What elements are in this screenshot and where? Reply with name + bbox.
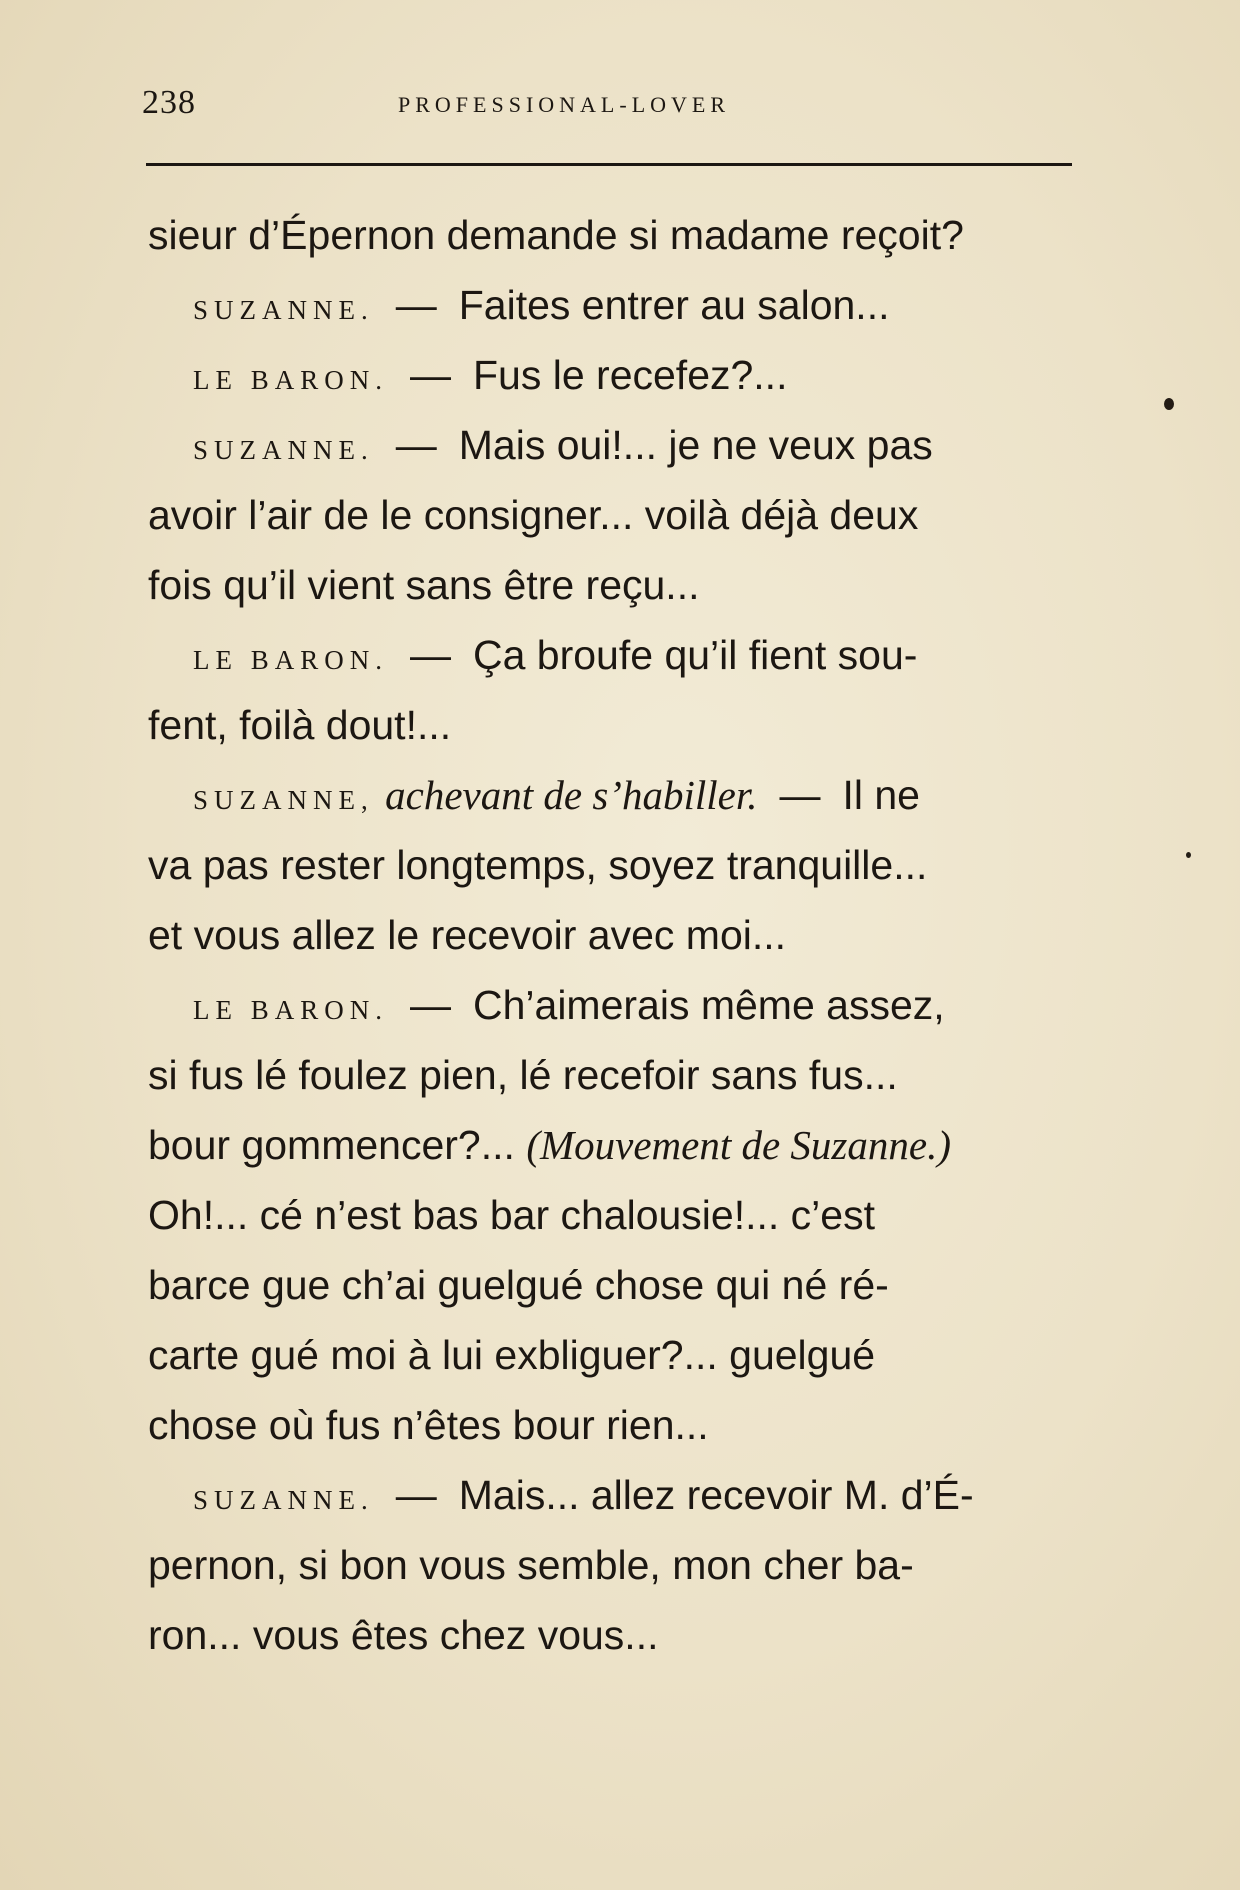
stage-direction: achevant de s’habiller. — [385, 772, 758, 818]
line-text: avoir l’air de le consigner... voilà déjà deux — [148, 492, 919, 538]
text-line — [148, 690, 1078, 760]
text-line — [148, 830, 1078, 900]
text-line — [148, 480, 1078, 550]
line-text: barce gue ch’ai guelgué chose qui né ré- — [148, 1262, 889, 1308]
speaker-name: LE BARON. — [193, 365, 388, 395]
dialogue-line — [148, 270, 1078, 340]
line-text: ron... vous êtes chez vous... — [148, 1612, 659, 1658]
text-line — [148, 1040, 1078, 1110]
speaker-name: LE BARON. — [193, 645, 388, 675]
dialogue-line — [148, 760, 1078, 830]
line-text: si fus lé foulez pien, lé recefoir sans fus... — [148, 1052, 898, 1098]
speaker-name: SUZANNE. — [193, 435, 374, 465]
page-header — [142, 84, 1072, 124]
ink-spot — [1186, 852, 1191, 858]
line-text: Ch’aimerais même assez, — [473, 982, 945, 1028]
page-number: 238 — [142, 84, 196, 121]
text-line — [148, 900, 1078, 970]
dialogue-dash: — — [410, 352, 451, 398]
speaker-name: LE BARON. — [193, 995, 388, 1025]
line-text: Mais... allez recevoir M. d’É- — [458, 1472, 974, 1518]
text-line — [148, 1390, 1078, 1460]
text-line — [148, 1530, 1078, 1600]
text-line — [148, 1250, 1078, 1320]
line-text: fois qu’il vient sans être reçu... — [148, 562, 700, 608]
text-line — [148, 1110, 1078, 1180]
dialogue-dash: — — [779, 772, 821, 818]
dialogue-line — [148, 970, 1078, 1040]
dialogue-dash: — — [410, 982, 451, 1028]
text-line — [148, 550, 1078, 620]
line-text: pernon, si bon vous semble, mon cher ba- — [148, 1542, 914, 1588]
text-line — [148, 1320, 1078, 1390]
speaker-name: SUZANNE. — [193, 1485, 374, 1515]
line-text: chose où fus n’êtes bour rien... — [148, 1402, 709, 1448]
dialogue-dash: — — [395, 422, 437, 468]
dialogue-text — [148, 200, 1078, 1670]
line-text: va pas rester longtemps, soyez tranquille... — [148, 842, 928, 888]
line-text: Faites entrer au salon... — [458, 282, 890, 328]
speaker-name: SUZANNE, — [193, 785, 374, 815]
running-title: PROFESSIONAL-LOVER — [398, 92, 731, 117]
dialogue-line — [148, 340, 1078, 410]
line-text: bour gommencer?... — [148, 1122, 515, 1168]
text-line — [148, 1600, 1078, 1670]
ink-spot — [1164, 398, 1174, 410]
speaker-name: SUZANNE. — [193, 295, 374, 325]
line-text: Mais oui!... je ne veux pas — [458, 422, 933, 468]
line-text: carte gué moi à lui exbliguer?... guelgué — [148, 1332, 876, 1378]
text-line — [148, 1180, 1078, 1250]
line-text: Il ne — [842, 772, 920, 818]
dialogue-line — [148, 1460, 1078, 1530]
stage-direction: (Mouvement de Suzanne.) — [526, 1122, 951, 1168]
dialogue-line — [148, 620, 1078, 690]
line-text: fent, foilà dout!... — [148, 702, 452, 748]
dialogue-dash: — — [395, 282, 437, 328]
line-text: et vous allez le recevoir avec moi... — [148, 912, 787, 958]
dialogue-line — [148, 410, 1078, 480]
text-line — [148, 200, 1078, 270]
dialogue-dash: — — [395, 1472, 437, 1518]
header-rule — [146, 163, 1072, 166]
line-text: sieur d’Épernon demande si madame reçoit? — [148, 212, 964, 258]
line-text: Fus le recefez?... — [473, 352, 788, 398]
line-text: Oh!... cé n’est bas bar chalousie!... c’est — [148, 1192, 875, 1238]
dialogue-dash: — — [410, 632, 451, 678]
line-text: Ça broufe qu’il fient sou- — [473, 632, 918, 678]
